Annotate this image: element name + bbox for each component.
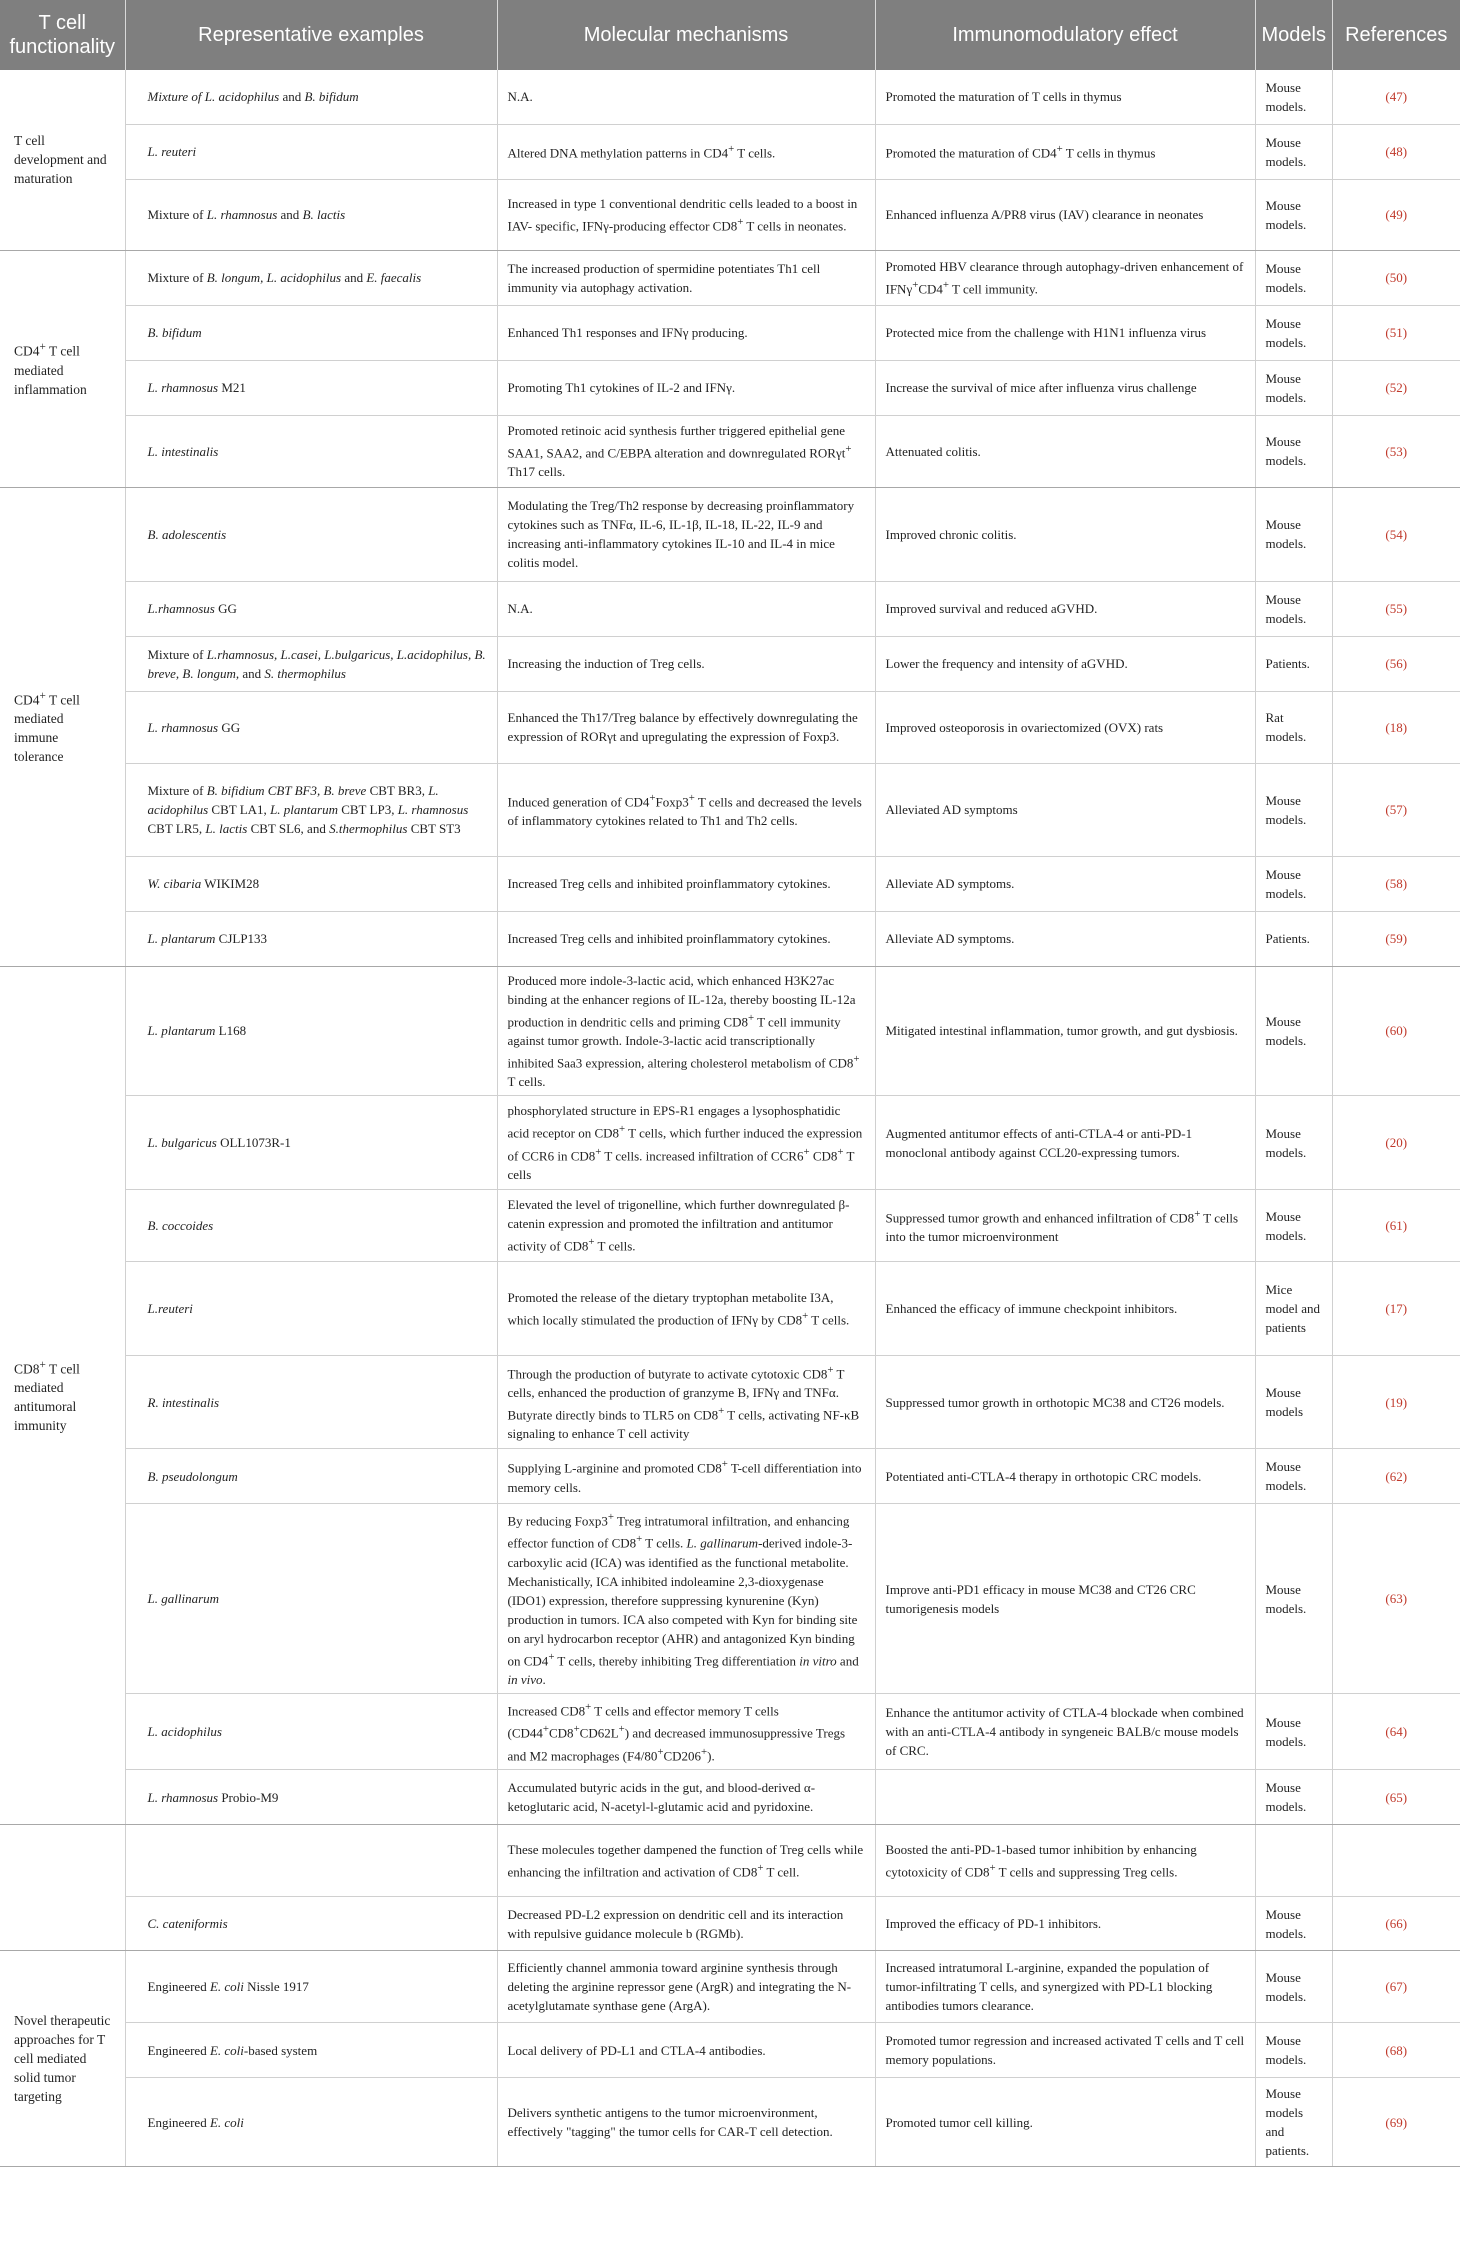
reference-cell: (47) — [1332, 70, 1460, 124]
reference-cell: (66) — [1332, 1897, 1460, 1951]
example-cell: Mixture of L. rhamnosus and B. lactis — [125, 179, 497, 250]
table-row — [0, 1504, 1460, 1694]
effect-cell: Promoted the maturation of T cells in thymus — [875, 70, 1255, 124]
effect-cell: Improved survival and reduced aGVHD. — [875, 581, 1255, 636]
example-cell: L. rhamnosus Probio-M9 — [125, 1770, 497, 1825]
effect-cell: Augmented antitumor effects of anti-CTLA-4 or anti-PD-1 monoclonal antibody against CCL20-expressing tumors. — [875, 1096, 1255, 1190]
mechanism-cell: phosphorylated structure in EPS-R1 engages a lysophosphatidic acid receptor on CD8+ T cells, which further induced the expression of CCR6 in CD8+ T cells. increased infiltration of CCR6+ CD8+ T cells — [497, 1096, 875, 1190]
reference-cell: (56) — [1332, 636, 1460, 691]
example-cell: L. reuteri — [125, 124, 497, 179]
reference-cell: (20) — [1332, 1096, 1460, 1190]
table-row — [0, 1190, 1460, 1262]
reference-cell — [1332, 1825, 1460, 1897]
model-cell: Mouse models. — [1255, 1897, 1332, 1951]
mechanism-cell: Enhanced Th1 responses and IFNγ producing. — [497, 305, 875, 360]
mechanism-cell: N.A. — [497, 70, 875, 124]
model-cell: Mouse models. — [1255, 250, 1332, 305]
model-cell: Mouse models. — [1255, 1096, 1332, 1190]
reference-cell: (18) — [1332, 691, 1460, 763]
mechanism-cell: Accumulated butyric acids in the gut, and blood-derived α-ketoglutaric acid, N-acetyl-l-glutamic acid and pyridoxine. — [497, 1770, 875, 1825]
effect-cell: Promoted tumor regression and increased activated T cells and T cell memory populations. — [875, 2023, 1255, 2078]
effect-cell: Alleviate AD symptoms. — [875, 856, 1255, 911]
model-cell: Mouse models. — [1255, 360, 1332, 415]
model-cell: Mouse models. — [1255, 1694, 1332, 1770]
mechanism-cell: Decreased PD-L2 expression on dendritic cell and its interaction with repulsive guidance molecule b (RGMb). — [497, 1897, 875, 1951]
effect-cell: Promoted tumor cell killing. — [875, 2078, 1255, 2167]
table-row — [0, 1262, 1460, 1356]
effect-cell: Increase the survival of mice after influenza virus challenge — [875, 360, 1255, 415]
example-cell: R. intestinalis — [125, 1356, 497, 1449]
mechanism-cell: Supplying L-arginine and promoted CD8+ T-cell differentiation into memory cells. — [497, 1449, 875, 1504]
group-label: CD8+ T cell mediated antitumoral immunity — [0, 966, 125, 1825]
effect-cell: Potentiated anti-CTLA-4 therapy in orthotopic CRC models. — [875, 1449, 1255, 1504]
effect-cell: Promoted the maturation of CD4+ T cells in thymus — [875, 124, 1255, 179]
example-cell: L. acidophilus — [125, 1694, 497, 1770]
example-cell: C. cateniformis — [125, 1897, 497, 1951]
table-row — [0, 2023, 1460, 2078]
reference-cell: (59) — [1332, 911, 1460, 966]
model-cell: Mouse models. — [1255, 305, 1332, 360]
effect-cell: Increased intratumoral L-arginine, expanded the population of tumor-infiltrating T cells, and synergized with PD-L1 blocking antibodies tumors clearance. — [875, 1951, 1255, 2023]
effect-cell: Improve anti-PD1 efficacy in mouse MC38 and CT26 CRC tumorigenesis models — [875, 1504, 1255, 1694]
table-body — [0, 70, 1460, 2167]
header-references: References — [1332, 0, 1460, 70]
table-row — [0, 1694, 1460, 1770]
mechanism-cell: Promoted the release of the dietary tryptophan metabolite I3A, which locally stimulated the production of IFNγ by CD8+ T cells. — [497, 1262, 875, 1356]
table-row — [0, 487, 1460, 581]
table-row — [0, 581, 1460, 636]
mechanism-cell: These molecules together dampened the function of Treg cells while enhancing the infiltration and activation of CD8+ T cell. — [497, 1825, 875, 1897]
table-row — [0, 124, 1460, 179]
model-cell: Mice model and patients — [1255, 1262, 1332, 1356]
reference-cell: (51) — [1332, 305, 1460, 360]
mechanism-cell: Increased Treg cells and inhibited proinflammatory cytokines. — [497, 856, 875, 911]
table-row — [0, 856, 1460, 911]
model-cell: Patients. — [1255, 911, 1332, 966]
mechanism-cell: Increased in type 1 conventional dendritic cells leaded to a boost in IAV- specific, IFNγ-producing effector CD8+ T cells in neonates. — [497, 179, 875, 250]
model-cell: Mouse models — [1255, 1356, 1332, 1449]
reference-cell: (65) — [1332, 1770, 1460, 1825]
effect-cell: Alleviate AD symptoms. — [875, 911, 1255, 966]
mechanism-cell: Elevated the level of trigonelline, which further downregulated β-catenin expression and promoted the infiltration and antitumor activity of CD8+ T cells. — [497, 1190, 875, 1262]
mechanism-cell: Produced more indole-3-lactic acid, which enhanced H3K27ac binding at the enhancer regions of IL-12a, thereby boosting IL-12a production in dendritic cells and priming CD8+ T cell immunity against tumor growth. Indole-3-lactic acid transcriptionally inhibited Saa3 expression, altering cholesterol metabolism of CD8+ T cells. — [497, 966, 875, 1096]
reference-cell: (53) — [1332, 415, 1460, 487]
model-cell: Mouse models. — [1255, 856, 1332, 911]
group-label: CD4+ T cell mediated inflammation — [0, 250, 125, 487]
model-cell: Mouse models. — [1255, 124, 1332, 179]
mechanism-cell: Increased CD8+ T cells and effector memory T cells (CD44+CD8+CD62L+) and decreased immunosuppressive Tregs and M2 macrophages (F4/80+CD206+). — [497, 1694, 875, 1770]
effect-cell: Mitigated intestinal inflammation, tumor growth, and gut dysbiosis. — [875, 966, 1255, 1096]
example-cell: Engineered E. coli-based system — [125, 2023, 497, 2078]
model-cell: Mouse models. — [1255, 1504, 1332, 1694]
effect-cell: Suppressed tumor growth in orthotopic MC38 and CT26 models. — [875, 1356, 1255, 1449]
example-cell: L. plantarum L168 — [125, 966, 497, 1096]
group-label — [0, 1825, 125, 1951]
mechanism-cell: Induced generation of CD4+Foxp3+ T cells and decreased the levels of inflammatory cytokines related to Th1 and Th2 cells. — [497, 763, 875, 856]
example-cell: Mixture of L.rhamnosus, L.casei, L.bulgaricus, L.acidophilus, B. breve, B. longum, and S. thermophilus — [125, 636, 497, 691]
example-cell: L. rhamnosus M21 — [125, 360, 497, 415]
reference-cell: (58) — [1332, 856, 1460, 911]
effect-cell: Alleviated AD symptoms — [875, 763, 1255, 856]
reference-cell: (48) — [1332, 124, 1460, 179]
table-row — [0, 1825, 1460, 1897]
model-cell: Rat models. — [1255, 691, 1332, 763]
reference-cell: (60) — [1332, 966, 1460, 1096]
reference-cell: (55) — [1332, 581, 1460, 636]
model-cell: Mouse models. — [1255, 1951, 1332, 2023]
reference-cell: (19) — [1332, 1356, 1460, 1449]
example-cell: Engineered E. coli Nissle 1917 — [125, 1951, 497, 2023]
effect-cell — [875, 1770, 1255, 1825]
model-cell — [1255, 1825, 1332, 1897]
reference-cell: (57) — [1332, 763, 1460, 856]
table-row — [0, 636, 1460, 691]
table-row — [0, 763, 1460, 856]
table-row — [0, 360, 1460, 415]
model-cell: Mouse models. — [1255, 70, 1332, 124]
effect-cell: Boosted the anti-PD-1-based tumor inhibition by enhancing cytotoxicity of CD8+ T cells and suppressing Treg cells. — [875, 1825, 1255, 1897]
reference-cell: (52) — [1332, 360, 1460, 415]
example-cell: L. gallinarum — [125, 1504, 497, 1694]
effect-cell: Improved chronic colitis. — [875, 487, 1255, 581]
header-models: Models — [1255, 0, 1332, 70]
example-cell: W. cibaria WIKIM28 — [125, 856, 497, 911]
header-representative-examples: Representative examples — [125, 0, 497, 70]
reference-cell: (17) — [1332, 1262, 1460, 1356]
reference-cell: (64) — [1332, 1694, 1460, 1770]
table-row — [0, 1096, 1460, 1190]
model-cell: Mouse models. — [1255, 2023, 1332, 2078]
table-row — [0, 70, 1460, 124]
reference-cell: (61) — [1332, 1190, 1460, 1262]
reference-cell: (54) — [1332, 487, 1460, 581]
example-cell — [125, 1825, 497, 1897]
table-row — [0, 1356, 1460, 1449]
example-cell: Engineered E. coli — [125, 2078, 497, 2167]
mechanism-cell: Promoting Th1 cytokines of IL-2 and IFNγ. — [497, 360, 875, 415]
mechanism-cell: By reducing Foxp3+ Treg intratumoral infiltration, and enhancing effector function of CD8+ T cells. L. gallinarum-derived indole-3-carboxylic acid (ICA) was identified as the functional metabolite. Mechanistically, ICA inhibited indoleamine 2,3-dioxygenase (IDO1) expression, therefore suppressing kynurenine (Kyn) production in tumors. ICA also competed with Kyn for binding site on aryl hydrocarbon receptor (AHR) and antagonized Kyn binding on CD4+ T cells, thereby inhibiting Treg differentiation in vitro and in vivo. — [497, 1504, 875, 1694]
model-cell: Mouse models. — [1255, 487, 1332, 581]
table-row — [0, 305, 1460, 360]
table-row — [0, 911, 1460, 966]
model-cell: Mouse models. — [1255, 966, 1332, 1096]
reference-cell: (63) — [1332, 1504, 1460, 1694]
reference-cell: (62) — [1332, 1449, 1460, 1504]
header-t-cell-functionality: T cell functionality — [0, 0, 125, 70]
table-row — [0, 2078, 1460, 2167]
group-label: Novel therapeutic approaches for T cell mediated solid tumor targeting — [0, 1951, 125, 2167]
effect-cell: Promoted HBV clearance through autophagy-driven enhancement of IFNγ+CD4+ T cell immunity. — [875, 250, 1255, 305]
effect-cell: Enhance the antitumor activity of CTLA-4 blockade when combined with an anti-CTLA-4 antibody in syngeneic BALB/c mouse models of CRC. — [875, 1694, 1255, 1770]
model-cell: Mouse models. — [1255, 581, 1332, 636]
reference-cell: (69) — [1332, 2078, 1460, 2167]
table-row — [0, 1951, 1460, 2023]
reference-cell: (49) — [1332, 179, 1460, 250]
effect-cell: Protected mice from the challenge with H1N1 influenza virus — [875, 305, 1255, 360]
example-cell: B. adolescentis — [125, 487, 497, 581]
model-cell: Mouse models. — [1255, 415, 1332, 487]
mechanism-cell: Modulating the Treg/Th2 response by decreasing proinflammatory cytokines such as TNFα, IL-6, IL-1β, IL-18, IL-22, IL-9 and increasing anti-inflammatory cytokines IL-10 and IL-4 in mice colitis model. — [497, 487, 875, 581]
group-label: T cell development and maturation — [0, 70, 125, 250]
effect-cell: Improved the efficacy of PD-1 inhibitors. — [875, 1897, 1255, 1951]
model-cell: Mouse models. — [1255, 1449, 1332, 1504]
effect-cell: Suppressed tumor growth and enhanced infiltration of CD8+ T cells into the tumor microenvironment — [875, 1190, 1255, 1262]
mechanism-cell: Increasing the induction of Treg cells. — [497, 636, 875, 691]
example-cell: Mixture of B. longum, L. acidophilus and E. faecalis — [125, 250, 497, 305]
effect-cell: Enhanced the efficacy of immune checkpoint inhibitors. — [875, 1262, 1255, 1356]
example-cell: B. pseudolongum — [125, 1449, 497, 1504]
reference-cell: (68) — [1332, 2023, 1460, 2078]
mechanism-cell: Promoted retinoic acid synthesis further triggered epithelial gene SAA1, SAA2, and C/EBPA alteration and downregulated RORγt+ Th17 cells. — [497, 415, 875, 487]
mechanism-cell: Increased Treg cells and inhibited proinflammatory cytokines. — [497, 911, 875, 966]
table-row — [0, 966, 1460, 1096]
mechanism-cell: Efficiently channel ammonia toward arginine synthesis through deleting the arginine repressor gene (ArgR) and integrating the N-acetylglutamate synthase gene (ArgA). — [497, 1951, 875, 2023]
model-cell: Mouse models. — [1255, 179, 1332, 250]
header-row — [0, 0, 1460, 70]
mechanism-cell: Delivers synthetic antigens to the tumor microenvironment, effectively "tagging" the tumor cells for CAR-T cell detection. — [497, 2078, 875, 2167]
example-cell: L.reuteri — [125, 1262, 497, 1356]
mechanism-cell: N.A. — [497, 581, 875, 636]
example-cell: L. rhamnosus GG — [125, 691, 497, 763]
example-cell: Mixture of B. bifidium CBT BF3, B. breve CBT BR3, L. acidophilus CBT LA1, L. plantarum CBT LP3, L. rhamnosus CBT LR5, L. lactis CBT SL6, and S.thermophilus CBT ST3 — [125, 763, 497, 856]
mechanism-cell: Enhanced the Th17/Treg balance by effectively downregulating the expression of RORγt and upregulating the expression of Foxp3. — [497, 691, 875, 763]
table-row — [0, 691, 1460, 763]
model-cell: Patients. — [1255, 636, 1332, 691]
header-molecular-mechanisms: Molecular mechanisms — [497, 0, 875, 70]
example-cell: L. plantarum CJLP133 — [125, 911, 497, 966]
model-cell: Mouse models. — [1255, 1770, 1332, 1825]
mechanism-cell: Local delivery of PD-L1 and CTLA-4 antibodies. — [497, 2023, 875, 2078]
table-row — [0, 250, 1460, 305]
effect-cell: Enhanced influenza A/PR8 virus (IAV) clearance in neonates — [875, 179, 1255, 250]
reference-cell: (50) — [1332, 250, 1460, 305]
example-cell: B. bifidum — [125, 305, 497, 360]
example-cell: B. coccoides — [125, 1190, 497, 1262]
table-row — [0, 415, 1460, 487]
table-row — [0, 1449, 1460, 1504]
example-cell: L. bulgaricus OLL1073R-1 — [125, 1096, 497, 1190]
table-row — [0, 179, 1460, 250]
model-cell: Mouse models and patients. — [1255, 2078, 1332, 2167]
mechanism-cell: The increased production of spermidine potentiates Th1 cell immunity via autophagy activation. — [497, 250, 875, 305]
group-label: CD4+ T cell mediated immune tolerance — [0, 487, 125, 966]
example-cell: L.rhamnosus GG — [125, 581, 497, 636]
table-row — [0, 1770, 1460, 1825]
model-cell: Mouse models. — [1255, 1190, 1332, 1262]
mechanism-cell: Through the production of butyrate to activate cytotoxic CD8+ T cells, enhanced the production of granzyme B, IFNγ and TNFα. Butyrate directly binds to TLR5 on CD8+ T cells, activating NF-κB signaling to enhance T cell activity — [497, 1356, 875, 1449]
model-cell: Mouse models. — [1255, 763, 1332, 856]
header-immunomodulatory-effect: Immunomodulatory effect — [875, 0, 1255, 70]
mechanism-cell: Altered DNA methylation patterns in CD4+ T cells. — [497, 124, 875, 179]
effect-cell: Lower the frequency and intensity of aGVHD. — [875, 636, 1255, 691]
effect-cell: Improved osteoporosis in ovariectomized (OVX) rats — [875, 691, 1255, 763]
reference-cell: (67) — [1332, 1951, 1460, 2023]
example-cell: L. intestinalis — [125, 415, 497, 487]
example-cell: Mixture of L. acidophilus and B. bifidum — [125, 70, 497, 124]
effect-cell: Attenuated colitis. — [875, 415, 1255, 487]
table-row — [0, 1897, 1460, 1951]
